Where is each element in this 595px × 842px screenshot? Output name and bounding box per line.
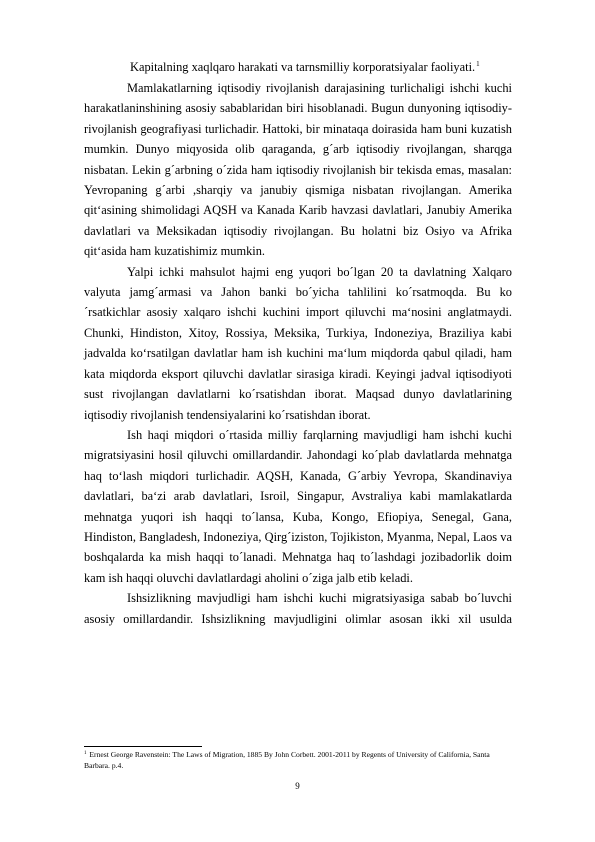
paragraph-3: Ish haqi miqdori o´rtasida milliy farqlarning mavjudligi ham ishchi kuchi migratsiyasini hosil qiluvchi omillardandir. Jahondagi ko´plab davlatlarda mehnatga haq to‘lash miqdori turlichadir. AQSH, Kanada, G´arbiy Yevropa, Skandinaviya davlatlari, ba‘zi arab davlatlari, Isroil, Singapur, Avstraliya kabi mamlakatlarda mehnatga yuqori ish haqqi to´lansa, Kuba, Kongo, Efiopiya, Senegal, Gana, Hindiston, Bangladesh, Indoneziya, Qirg´iziston, Tojikiston, Myanma, Nepal, Laos va boshqalarda ka mish haqqi to´lanadi. Mehnatga haq to´lashdagi jozibadorlik doim kam ish haqqi oluvchi davlatlardagi aholini o´ziga jalb etib keladi. [84,427,512,585]
footnote-marker: 1 [84,751,87,756]
page-number: 9 [295,781,300,791]
footnote-reference: 1 [476,60,480,68]
section-heading [84,54,512,77]
document-body [84,54,512,629]
paragraph-4: Ishsizlikning mavjudligi ham ishchi kuchi migratsiyasiga sabab bo´luvchi asosiy omillardandir. Ishsizlikning mavjudligini olimlar asosan ikki xil usulda [84,591,512,626]
footnote [84,748,512,771]
section-heading-text: Kapitalning xaqlqaro harakati va tarnsmilliy korporatsiyalar faoliyati. [130,60,476,74]
paragraph-1: Mamlakatlarning iqtisodiy rivojlanish darajasining turlichaligi ishchi kuchi harakatlaninshining asosiy sabablaridan biri hisoblanadi. Bugun dunyoning iqtisodiy-rivojlanish geografiyasi turlichadir. Hattoki, bir minataqa doirasida ham buni kuzatish mumkin. Dunyo miqyosida olib qaraganda, g´arb iqtisodiy rivojlangan, sharqga nisbatan. Lekin g´arbning o´zida ham iqtisodiy rivojlanish bir tekisda emas, masalan: Yevropaning g´arbi ,sharqiy va janubiy qismiga nisbatan rivojlangan. Amerika qit‘asining shimolidagi AQSH va Kanada Karib havzasi davlatlari, Janubiy Amerika davlatlari va Meksikadan iqtisodiy rivojlangan. Bu holatni biz Osiyo va Afrika qit‘asida ham kuzatishimiz mumkin. [84,81,512,259]
footnote-divider [84,746,202,747]
paragraph-2: Yalpi ichki mahsulot hajmi eng yuqori bo´lgan 20 ta davlatning Xalqaro valyuta jamg´armasi va Jahon banki bo´yicha tahlilini ko´rsatmoqda. Bu ko´rsatkichlar asosiy xalqaro ishchi kuchini import qiluvchi ma‘nosini anglatmaydi. Chunki, Hindiston, Xitoy, Rossiya, Meksika, Turkiya, Indoneziya, Braziliya kabi jadvalda ko‘rsatilgan davlatlar ham ish kuchini ma‘lum miqdorda qabul qiladi, ham kata miqdorda eksport qiluvchi davlatlar sirasiga kiradi. Keyingi jadval iqtisodiyoti sust rivojlangan davlatlarni ko´rsatishdan iborat. Maqsad dunyo davlatlarining iqtisodiy rivojlanish tendensiyalarini ko´rsatishdan iborat. [84,264,512,422]
footnote-text: Ernest George Ravenstein: The Laws of Migration, 1885 By John Corbett. 2001-2011 by Regents of University of California, Santa Barbara. p.4. [84,750,490,770]
